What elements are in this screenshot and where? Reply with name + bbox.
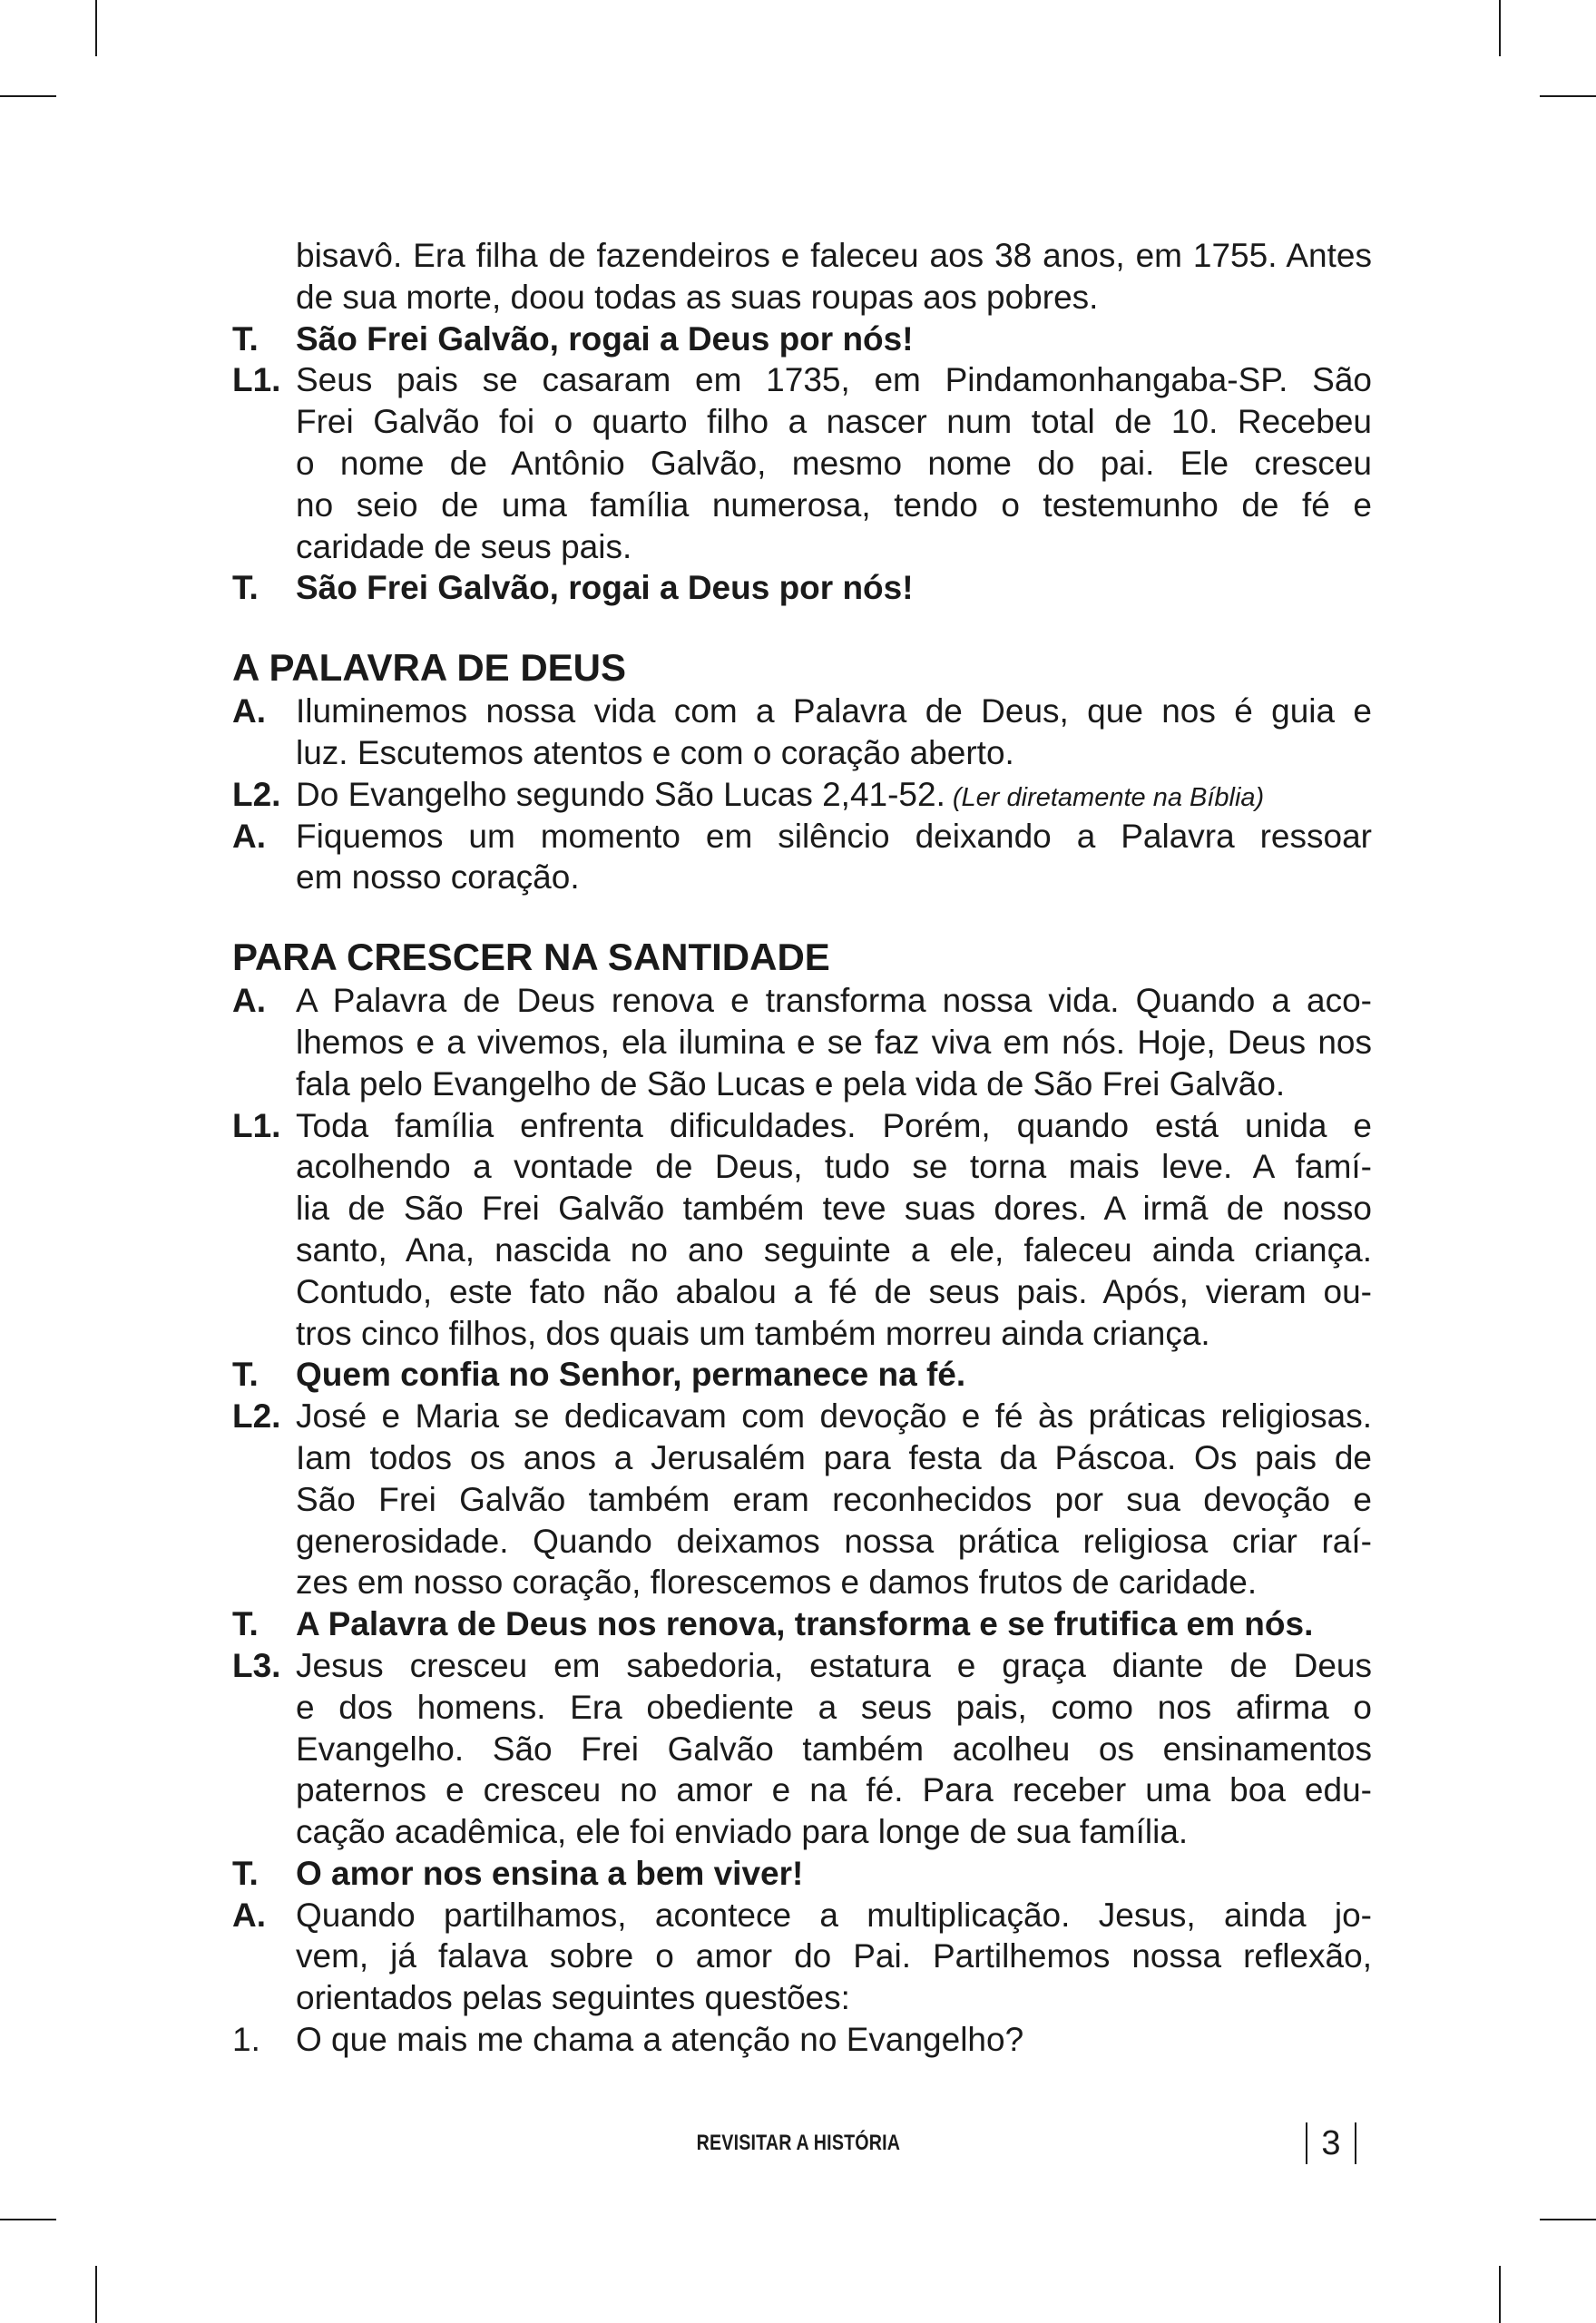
text-line: Contudo, este fato não abalou a fé de seus pais. Após, vieram ou- (296, 1272, 1372, 1310)
paragraph-text (296, 1354, 1372, 1396)
leader-paragraph (232, 1895, 1372, 2019)
text-line: lhemos e a vivemos, ela ilumina e se faz viva em nós. Hoje, Deus nos (296, 1023, 1372, 1061)
text-line: Fiquemos um momento em silêncio deixando a Palavra ressoar (296, 817, 1372, 855)
text-line: lia de São Frei Galvão também teve suas dores. A irmã de nosso (296, 1190, 1372, 1228)
reader-paragraph (232, 1645, 1372, 1853)
text-line: São Frei Galvão também eram reconhecidos por sua devoção e (296, 1480, 1372, 1518)
text-line: luz. Escutemos atentos e com o coração aberto. (296, 733, 1014, 771)
page-number: 3 (1306, 2122, 1356, 2164)
running-title: REVISITAR A HISTÓRIA (696, 2131, 900, 2155)
paragraph-text (296, 1396, 1372, 1603)
text-line: generosidade. Quando deixamos nossa prática religiosa criar raí- (296, 1522, 1372, 1560)
text-line: caridade de seus pais. (296, 527, 632, 565)
speaker-label: L2. (232, 775, 281, 813)
text-line: e dos homens. Era obediente a seus pais, como nos afirma o (296, 1688, 1372, 1726)
speaker-label: T. (232, 1356, 259, 1394)
paragraph-text (296, 691, 1372, 774)
text-line: Quando partilhamos, acontece a multiplicação. Jesus, ainda jo- (296, 1896, 1372, 1934)
assembly-response (232, 1853, 1372, 1895)
speaker-label: L2. (232, 1397, 281, 1436)
text-line: o nome de Antônio Galvão, mesmo nome do pai. Ele cresceu (296, 444, 1372, 482)
assembly-response (232, 1603, 1372, 1645)
speaker-label (232, 235, 296, 277)
text-line: zes em nosso coração, florescemos e damos frutos de caridade. (296, 1563, 1258, 1602)
speaker-label: L1. (232, 1106, 281, 1144)
speaker-label: L3. (232, 1646, 281, 1684)
text-line: Seus pais se casaram em 1735, em Pindamonhangaba-SP. São (296, 361, 1372, 399)
paragraph-text (296, 319, 1372, 360)
text-line: Jesus cresceu em sabedoria, estatura e graça diante de Deus (296, 1646, 1372, 1684)
text-line: São Frei Galvão, rogai a Deus por nós! (296, 319, 914, 358)
text-line: fala pelo Evangelho de São Lucas e pela vida de São Frei Galvão. (296, 1064, 1286, 1103)
text-line: O amor nos ensina a bem viver! (296, 1854, 804, 1892)
speaker-label: A. (232, 1896, 266, 1934)
crop-mark (95, 2266, 97, 2323)
continuation-paragraph (232, 235, 1372, 319)
speaker-label: A. (232, 692, 266, 730)
text-line: tros cinco filhos, dos quais um também morreu ainda criança. (296, 1314, 1210, 1352)
reader-paragraph (232, 359, 1372, 567)
text-line: Frei Galvão foi o quarto filho a nascer num total de 10. Recebeu (296, 403, 1372, 441)
paragraph-text (296, 235, 1372, 319)
running-footer (0, 2129, 1596, 2158)
paragraph-text (296, 1645, 1372, 1853)
page-body (232, 235, 1372, 2061)
assembly-response (232, 567, 1372, 609)
crop-mark (1540, 2219, 1596, 2220)
crop-mark (1499, 2266, 1501, 2323)
question-item (232, 2019, 1372, 2061)
list-number: 1. (232, 2021, 260, 2059)
speaker-label: L1. (232, 361, 281, 399)
text-line: Iam todos os anos a Jerusalém para festa da Páscoa. Os pais de (296, 1438, 1372, 1476)
leader-paragraph (232, 980, 1372, 1104)
paragraph-text (296, 1105, 1372, 1355)
scripture-reference: Do Evangelho segundo São Lucas 2,41-52. (296, 775, 945, 813)
speaker-label: A. (232, 982, 266, 1020)
reading-instruction: (Ler diretamente na Bíblia) (952, 782, 1265, 812)
text-line: bisavô. Era filha de fazendeiros e faleceu aos 38 anos, em 1755. Antes (296, 237, 1372, 274)
paragraph-text (296, 1895, 1372, 2019)
text-line: de sua morte, doou todas as suas roupas aos pobres. (296, 278, 1099, 316)
text-line: Toda família enfrenta dificuldades. Porém, quando está unida e (296, 1106, 1372, 1144)
leader-paragraph (232, 691, 1372, 774)
paragraph-text (296, 359, 1372, 567)
text-line: A Palavra de Deus nos renova, transforma e se frutifica em nós. (296, 1605, 1314, 1643)
speaker-label: T. (232, 569, 259, 607)
text-line: A Palavra de Deus renova e transforma nossa vida. Quando a aco- (296, 982, 1372, 1020)
paragraph-text (296, 980, 1372, 1104)
crop-mark (1540, 95, 1596, 97)
paragraph-text (296, 567, 1372, 609)
crop-mark (95, 0, 97, 56)
reader-paragraph (232, 1396, 1372, 1603)
paragraph-text (296, 774, 1372, 816)
text-line: Evangelho. São Frei Galvão também acolheu os ensinamentos (296, 1730, 1372, 1768)
text-line: Quem confia no Senhor, permanece na fé. (296, 1356, 966, 1394)
text-line (296, 774, 1372, 816)
text-line: acolhendo a vontade de Deus, tudo se torna mais leve. A famí- (296, 1148, 1372, 1186)
reader-paragraph (232, 1105, 1372, 1355)
paragraph-text (296, 1853, 1372, 1895)
speaker-label: T. (232, 1605, 259, 1643)
text-line: vem, já falava sobre o amor do Pai. Partilhemos nossa reflexão, (296, 1937, 1372, 1975)
assembly-response (232, 319, 1372, 360)
text-line: em nosso coração. (296, 858, 580, 897)
text-line: cação acadêmica, ele foi enviado para longe de sua família. (296, 1813, 1189, 1851)
crop-mark (0, 95, 56, 97)
leader-paragraph (232, 816, 1372, 899)
speaker-label: T. (232, 1854, 259, 1892)
text-line: São Frei Galvão, rogai a Deus por nós! (296, 569, 914, 607)
crop-mark (0, 2219, 56, 2220)
text-line: O que mais me chama a atenção no Evangelho? (296, 2021, 1024, 2059)
text-line: paternos e cresceu no amor e na fé. Para receber uma boa edu- (296, 1771, 1372, 1809)
text-line: no seio de uma família numerosa, tendo o testemunho de fé e (296, 485, 1372, 524)
text-line: orientados pelas seguintes questões: (296, 1979, 850, 2017)
paragraph-text (296, 1603, 1372, 1645)
assembly-response (232, 1354, 1372, 1396)
text-line: José e Maria se dedicavam com devoção e fé às práticas religiosas. (296, 1397, 1372, 1436)
speaker-label: A. (232, 817, 266, 855)
paragraph-text (296, 2019, 1372, 2061)
reader-paragraph (232, 774, 1372, 816)
section-heading: PARA CRESCER NA SANTIDADE (232, 936, 830, 979)
text-line: Iluminemos nossa vida com a Palavra de Deus, que nos é guia e (296, 692, 1372, 730)
crop-mark (1499, 0, 1501, 56)
paragraph-text (296, 816, 1372, 899)
text-line: santo, Ana, nascida no ano seguinte a ele, faleceu ainda criança. (296, 1230, 1372, 1269)
section-heading: A PALAVRA DE DEUS (232, 646, 627, 690)
speaker-label: T. (232, 319, 259, 358)
